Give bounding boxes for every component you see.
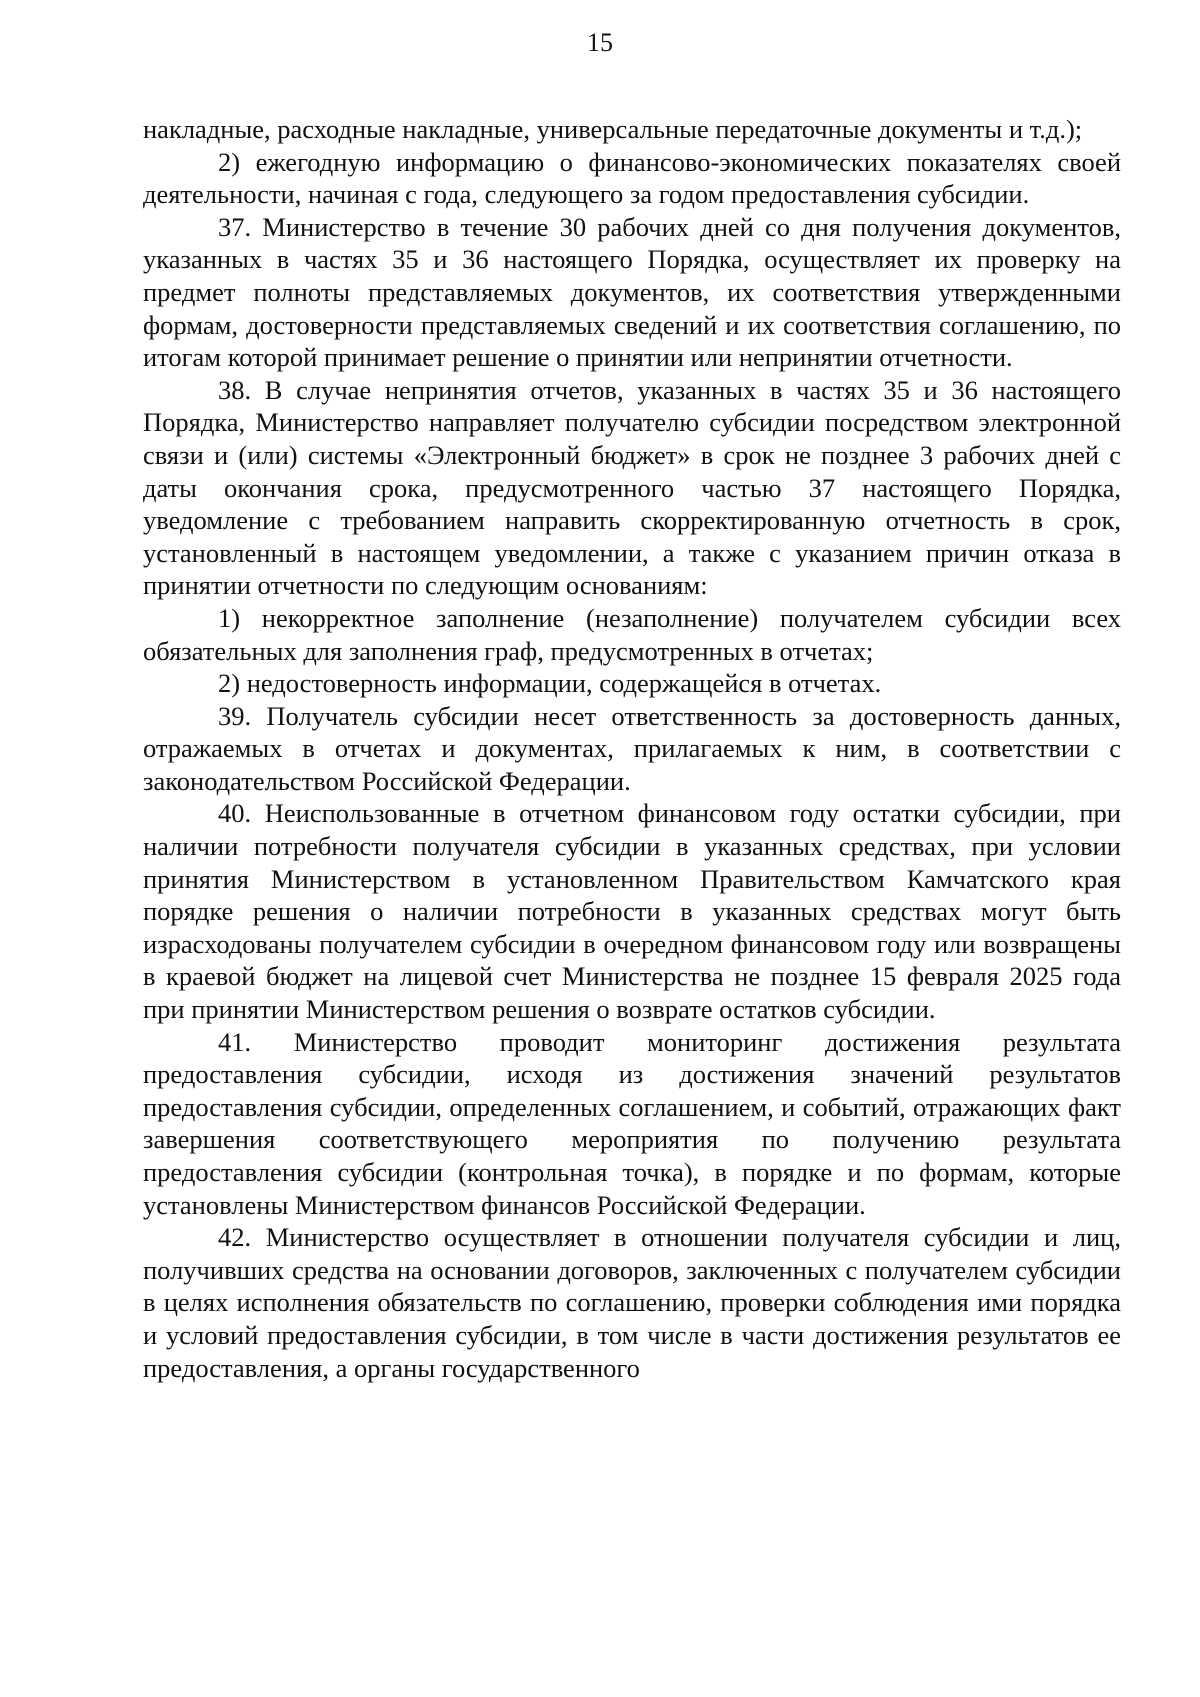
paragraph-37-report-verification: 37. Министерство в течение 30 рабочих дней со дня получения документов, указанных в частях 35 и 36 настоящего Порядка, осуществляет их проверку на предмет полноты представляемых документов, их соответствия утвержденными формам, достоверности представляемых сведений и их соответствия соглашению, по итогам которой принимает решение о принятии или непринятии отчетности.: [143, 211, 1121, 373]
paragraph-38-report-rejection: 38. В случае непринятия отчетов, указанных в частях 35 и 36 настоящего Порядка, Министерство направляет получателю субсидии посредством электронной связи и (или) системы «Электронный бюджет» в срок не позднее 3 рабочих дней с даты окончания срока, предусмотренного частью 37 настоящего Порядка, уведомление с требованием направить скорректированную отчетность в срок, установленный в настоящем уведомлении, а также с указанием причин отказа в принятии отчетности по следующим основаниям:: [143, 374, 1121, 601]
paragraph-annual-financial-info: 2) ежегодную информацию о финансово-экономических показателях своей деятельности, начиная с года, следующего за годом предоставления субсидии.: [143, 146, 1121, 210]
paragraph-rejection-reason-2: 2) недостоверность информации, содержащейся в отчетах.: [218, 668, 882, 699]
page-number: 15: [587, 28, 613, 57]
paragraph-continuation-waybills: накладные, расходные накладные, универсальные передаточные документы и т.д.);: [143, 114, 1083, 144]
paragraph-42-inspections: 42. Министерство осуществляет в отношении получателя субсидии и лиц, получивших средства на основании договоров, заключенных с получателем субсидии в целях исполнения обязательств по соглашению, проверки соблюдения ими порядка и условий предоставления субсидии, в том числе в части достижения результатов ее предоставления, а органы государственного: [143, 1222, 1121, 1383]
paragraph-39-responsibility: 39. Получатель субсидии несет ответственность за достоверность данных, отражаемых в отчетах и документах, прилагаемых к ним, в соответствии с законодательством Российской Федерации.: [143, 700, 1121, 796]
paragraph-40-unused-balances: 40. Неиспользованные в отчетном финансовом году остатки субсидии, при наличии потребности получателя субсидии в указанных средствах, при условии принятия Министерством в установленном Правительством Камчатского края порядке решения о наличии потребности в указанных средствах могут быть израсходованы получателем субсидии в очередном финансовом году или возвращены в краевой бюджет на лицевой счет Министерства не позднее 15 февраля 2025 года при принятии Министерством решения о возврате остатков субсидии.: [143, 798, 1121, 1025]
paragraph-41-monitoring: 41. Министерство проводит мониторинг достижения результата предоставления субсидии, исходя из достижения значений результатов предоставления субсидии, определенных соглашением, и событий, отражающих факт завершения соответствующего мероприятия по получению результата предоставления субсидии (контрольная точка), в порядке и по формам, которые установлены Министерством финансов Российской Федерации.: [143, 1026, 1121, 1220]
document-body: [143, 113, 1121, 1384]
paragraph-rejection-reason-1: 1) некорректное заполнение (незаполнение) получателем субсидии всех обязательных для заполнения граф, предусмотренных в отчетах;: [143, 602, 1121, 666]
